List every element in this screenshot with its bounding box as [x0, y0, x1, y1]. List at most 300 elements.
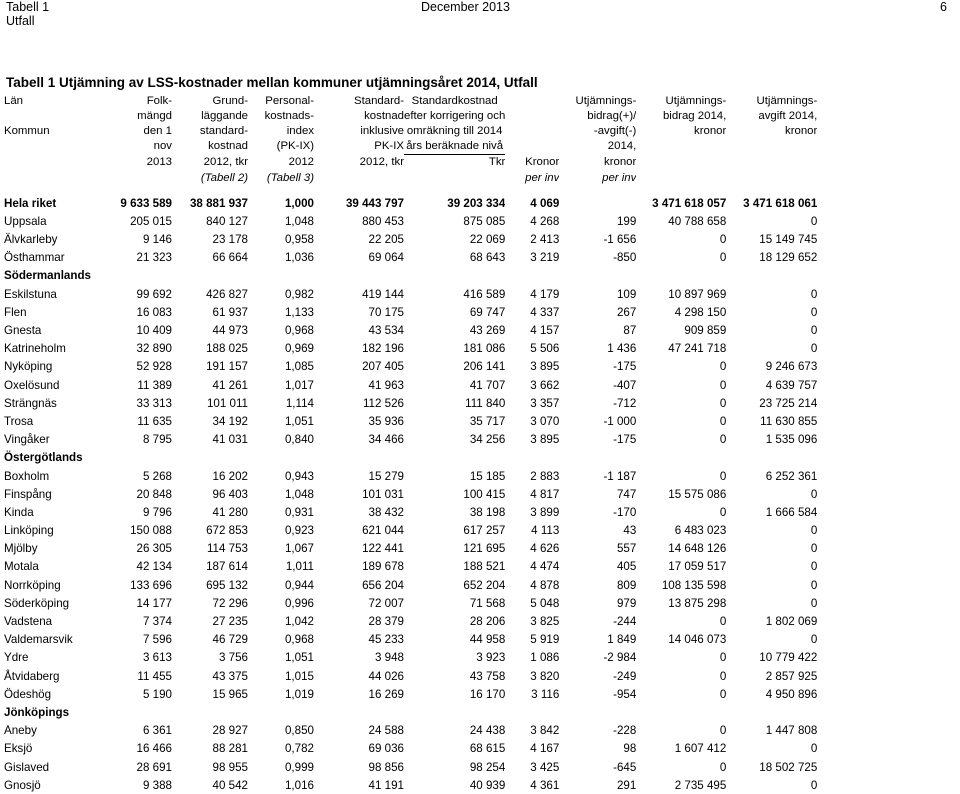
- table-row: [0, 303, 817, 321]
- table-cell: 68 643: [469, 251, 506, 265]
- table-cell: 24 438: [469, 724, 506, 738]
- table-row: [0, 558, 817, 576]
- table-cell: 0,923: [284, 524, 314, 538]
- header-cell: [636, 139, 726, 155]
- table-cell: 189 678: [362, 560, 404, 574]
- table-cell: 35 717: [469, 414, 506, 428]
- table-cell: 0: [810, 324, 818, 338]
- table-cell: 652 204: [463, 578, 506, 592]
- table-cell: 66 664: [212, 251, 248, 265]
- header-cell: kronor: [604, 156, 637, 169]
- table-cell: 69 747: [469, 305, 506, 319]
- table-cell: 27 235: [212, 615, 248, 629]
- table-cell: 9 246 673: [765, 360, 818, 374]
- municipality-name: Gnosjö: [4, 778, 41, 792]
- table-cell: 16 202: [212, 469, 248, 483]
- table-cell: 617 257: [463, 524, 506, 538]
- table-cell: 0: [719, 669, 727, 683]
- table-cell: 16 466: [136, 742, 172, 756]
- table-cell: 0: [810, 633, 818, 647]
- header-cell: Grund-: [212, 94, 248, 107]
- header-cell: 2012, tkr: [359, 156, 404, 169]
- municipality-name: Kinda: [4, 505, 34, 519]
- table-cell: 187 614: [206, 560, 248, 574]
- table-cell: 0,958: [284, 233, 314, 247]
- table-cell: 109: [616, 287, 637, 301]
- table-cell: 13 875 298: [668, 596, 727, 610]
- table-cell: 0: [810, 778, 818, 792]
- total-row: [0, 194, 817, 212]
- table-cell: 3 820: [530, 669, 560, 683]
- municipality-name: Gislaved: [4, 760, 50, 774]
- header-cell: index: [286, 124, 314, 137]
- municipality-name: Östhammar: [4, 251, 65, 265]
- table-cell: 40 939: [469, 778, 506, 792]
- table-cell: 840 127: [206, 214, 248, 228]
- header-cell: -avgift(-): [593, 124, 637, 137]
- table-cell: 0: [810, 214, 818, 228]
- municipality-name: Trosa: [4, 414, 34, 428]
- table-cell: 41 280: [212, 505, 248, 519]
- table-cell: 1 849: [607, 633, 637, 647]
- table-row: [0, 540, 817, 558]
- header-cell: mängd: [137, 109, 172, 122]
- table-cell: 88 281: [212, 742, 248, 756]
- table-cell: 0: [810, 742, 818, 756]
- table-cell: 4 817: [530, 487, 560, 501]
- table-cell: 47 241 718: [668, 342, 727, 356]
- header-cell: 2012, tkr: [203, 156, 248, 169]
- table-cell: -645: [613, 760, 637, 774]
- header-cell: [726, 139, 817, 155]
- table-cell: 14 177: [136, 596, 172, 610]
- header-cell: Kommun: [4, 124, 50, 137]
- table-cell: 41 031: [212, 433, 248, 447]
- table-cell: 0,944: [284, 578, 314, 592]
- header-cell: [636, 154, 726, 170]
- table-cell: 121 695: [463, 542, 506, 556]
- municipality-name: Vingåker: [4, 433, 50, 447]
- table-row: [0, 412, 817, 430]
- header-cell: Utjämnings-: [665, 94, 727, 107]
- table-cell: 2 883: [530, 469, 560, 483]
- table-cell: 43: [623, 524, 637, 538]
- table-row: [0, 467, 817, 485]
- header-cell: per inv: [525, 171, 560, 184]
- table-title: Tabell 1 Utjämning av LSS-kostnader mellan kommuner utjämningsåret 2014, Utfall: [6, 75, 538, 90]
- table-cell: 15 149 745: [759, 233, 818, 247]
- header-cell: 2013: [146, 156, 172, 169]
- table-cell: -228: [613, 724, 637, 738]
- table-cell: 28 379: [368, 615, 404, 629]
- municipality-name: Uppsala: [4, 214, 47, 228]
- table-cell: 6 361: [142, 724, 172, 738]
- table-cell: 4 950 896: [765, 687, 818, 701]
- table-cell: 70 175: [368, 305, 404, 319]
- table-cell: 10 779 422: [759, 651, 818, 665]
- table-cell: 1,051: [284, 414, 314, 428]
- table-cell: 3 357: [530, 396, 560, 410]
- table-cell: -712: [613, 396, 637, 410]
- table-cell: 3 948: [374, 651, 404, 665]
- table-cell: 101 011: [206, 396, 248, 410]
- table-cell: 1,011: [285, 560, 314, 574]
- table-cell: 0,931: [284, 505, 314, 519]
- table-cell: 69 064: [368, 251, 404, 265]
- header-cell: (Tabell 3): [266, 171, 314, 184]
- table-cell: 150 088: [130, 524, 172, 538]
- table-row: [0, 685, 817, 703]
- table-cell: -170: [613, 505, 637, 519]
- municipality-name: Vadstena: [4, 615, 53, 629]
- table-cell: 1,048: [284, 214, 314, 228]
- header-cell: Utjämnings-: [575, 94, 637, 107]
- header-cell: 2012: [288, 156, 314, 169]
- table-cell: 0: [810, 487, 818, 501]
- header-cell: [726, 154, 817, 170]
- table-cell: 4 878: [530, 578, 560, 592]
- header-cell: [0, 154, 108, 170]
- table-cell: 6 483 023: [674, 524, 727, 538]
- table-cell: 15 965: [212, 687, 248, 701]
- table-row: [0, 522, 817, 540]
- table-cell: -407: [613, 378, 637, 392]
- table-cell: 69 036: [368, 742, 404, 756]
- municipality-name: Åtvidaberg: [4, 669, 60, 683]
- table-cell: 5 506: [530, 342, 560, 356]
- header-cell: Tkr: [488, 156, 506, 169]
- table-cell: 0: [810, 342, 818, 356]
- table-cell: -1 000: [603, 414, 637, 428]
- municipality-name: Finspång: [4, 487, 52, 501]
- table-cell: 11 455: [137, 669, 172, 683]
- table-cell: 0: [719, 251, 727, 265]
- table-cell: 0: [810, 287, 818, 301]
- table-header: [0, 93, 817, 194]
- table-cell: 38 198: [469, 505, 506, 519]
- table-cell: 0: [810, 542, 818, 556]
- county-section-row: [0, 449, 817, 467]
- table-cell: 24 588: [368, 724, 404, 738]
- table-cell: 3 756: [218, 651, 248, 665]
- table-cell: 28 691: [136, 760, 172, 774]
- table-cell: 3 895: [530, 360, 560, 374]
- header-cell: Kronor: [525, 156, 560, 169]
- county-section-row: [0, 267, 817, 285]
- header-cell: 2014,: [607, 140, 637, 153]
- header-cell: kostnads-: [264, 109, 314, 122]
- table-cell: 0: [810, 596, 818, 610]
- table-cell: 0,782: [284, 742, 314, 756]
- table-cell: 1 086: [530, 651, 560, 665]
- table-cell: 9 633 589: [120, 196, 172, 210]
- table-cell: 1,015: [284, 669, 314, 683]
- table-cell: 1,133: [284, 305, 314, 319]
- table-row: [0, 503, 817, 521]
- table-cell: 39 443 797: [345, 196, 404, 210]
- table-cell: 291: [616, 778, 637, 792]
- header-cell: Utjämnings-: [756, 94, 818, 107]
- table-cell: 0: [719, 505, 727, 519]
- table-cell: 3 219: [530, 251, 560, 265]
- table-cell: 206 141: [463, 360, 506, 374]
- table-row: [0, 340, 817, 358]
- table-cell: 4 474: [530, 560, 560, 574]
- table-cell: 16 269: [368, 687, 404, 701]
- table-cell: 0: [719, 615, 727, 629]
- municipality-name: Ödeshög: [4, 687, 52, 701]
- table-cell: -1 656: [603, 233, 637, 247]
- table-cell: 3 842: [530, 724, 560, 738]
- table-cell: 43 269: [469, 324, 506, 338]
- table-cell: 28 206: [469, 615, 506, 629]
- table-row: [0, 249, 817, 267]
- table-row: [0, 376, 817, 394]
- table-cell: 0: [810, 524, 818, 538]
- municipality-name: Mjölby: [4, 542, 38, 556]
- table-cell: 557: [616, 542, 637, 556]
- page-header-center: December 2013: [421, 0, 510, 14]
- header-cell: års beräknade nivå: [404, 139, 505, 155]
- table-cell: 3 116: [531, 687, 560, 701]
- table-cell: 0,840: [284, 433, 314, 447]
- municipality-name: Boxholm: [4, 469, 50, 483]
- municipality-name: Eksjö: [4, 742, 33, 756]
- table-cell: 188 025: [206, 342, 248, 356]
- table-cell: 0: [719, 433, 727, 447]
- table-cell: 5 919: [530, 633, 560, 647]
- table-cell: 114 753: [206, 542, 248, 556]
- table-cell: 205 015: [130, 214, 172, 228]
- table-cell: 426 827: [206, 287, 248, 301]
- header-cell: [0, 108, 108, 123]
- header-cell: per inv: [602, 171, 637, 184]
- header-row: [0, 123, 817, 138]
- table-cell: 6 252 361: [765, 469, 818, 483]
- table-cell: 7 596: [142, 633, 172, 647]
- table-cell: 23 178: [212, 233, 248, 247]
- table-cell: 4 361: [530, 778, 560, 792]
- table-row: [0, 231, 817, 249]
- table-cell: 0,968: [284, 633, 314, 647]
- header-row: [0, 154, 817, 170]
- table-cell: 1 447 808: [765, 724, 818, 738]
- table-row: [0, 321, 817, 339]
- header-cell: läggande: [201, 109, 248, 122]
- table-cell: 15 279: [368, 469, 404, 483]
- table-cell: 72 296: [212, 596, 248, 610]
- table-row: [0, 485, 817, 503]
- table-cell: 72 007: [368, 596, 404, 610]
- table-cell: 28 927: [212, 724, 248, 738]
- table-cell: 0: [719, 724, 727, 738]
- table-cell: 621 044: [362, 524, 404, 538]
- municipality-name: Norrköping: [4, 578, 61, 592]
- table-cell: 26 305: [136, 542, 172, 556]
- table-cell: 41 261: [212, 378, 248, 392]
- table-cell: 3 070: [530, 414, 560, 428]
- table-cell: 0: [719, 687, 727, 701]
- table-cell: 1,016: [284, 778, 314, 792]
- header-cell: (Tabell 2): [200, 171, 248, 184]
- table-cell: 0: [810, 560, 818, 574]
- table-cell: 5 048: [530, 596, 560, 610]
- header-cell: Standardkostnad: [411, 94, 498, 107]
- table-cell: 8 795: [142, 433, 172, 447]
- table-cell: 20 848: [136, 487, 172, 501]
- table-cell: 1,017: [284, 378, 314, 392]
- table-cell: 267: [616, 305, 637, 319]
- table-row: [0, 649, 817, 667]
- table-cell: 35 936: [368, 414, 404, 428]
- municipality-name: Linköping: [4, 524, 54, 538]
- header-cell: inklusive: [360, 124, 404, 137]
- table-cell: 61 937: [212, 305, 248, 319]
- header-cell: PK-IX: [374, 140, 404, 153]
- table-cell: 98 955: [212, 760, 248, 774]
- table-cell: 2 857 925: [765, 669, 818, 683]
- header-cell: efter korrigering och: [404, 109, 506, 122]
- table-cell: 0: [719, 469, 727, 483]
- header-cell: [505, 108, 559, 123]
- table-cell: 3 662: [530, 378, 560, 392]
- table-cell: 3 899: [530, 505, 560, 519]
- county-name: Jönköpings: [4, 705, 70, 719]
- table-cell: 11 635: [137, 414, 172, 428]
- table-cell: 9 796: [142, 505, 172, 519]
- table-cell: 122 441: [362, 542, 404, 556]
- table-cell: 3 825: [530, 615, 560, 629]
- table-cell: 43 375: [212, 669, 248, 683]
- table-cell: 0,996: [284, 596, 314, 610]
- header-row: [0, 139, 817, 155]
- table-row: [0, 576, 817, 594]
- table-cell: 44 026: [368, 669, 404, 683]
- table-cell: 11 630 855: [760, 414, 818, 428]
- table-cell: 3 471 618 061: [743, 196, 818, 210]
- header-cell: kostnad: [364, 109, 404, 122]
- table-cell: 188 521: [463, 560, 506, 574]
- table-row: [0, 758, 817, 776]
- table-cell: 1,114: [285, 396, 314, 410]
- header-cell: [505, 139, 559, 155]
- table-cell: 4 298 150: [674, 305, 727, 319]
- table-cell: 2 413: [530, 233, 560, 247]
- table-cell: 40 542: [212, 778, 248, 792]
- table-row: [0, 212, 817, 230]
- table-cell: 191 157: [206, 360, 248, 374]
- table-cell: 747: [616, 487, 637, 501]
- table-cell: 43 534: [368, 324, 404, 338]
- table-cell: 0: [719, 233, 727, 247]
- table-cell: 1,036: [284, 251, 314, 265]
- table-cell: 809: [616, 578, 637, 592]
- header-cell: omräkning till 2014: [406, 124, 503, 137]
- table-cell: 43 758: [469, 669, 506, 683]
- table-cell: 3 923: [476, 651, 506, 665]
- table-cell: 33 313: [136, 396, 172, 410]
- table-cell: 14 046 073: [668, 633, 727, 647]
- table-cell: 99 692: [136, 287, 172, 301]
- table-cell: 42 134: [136, 560, 172, 574]
- header-row: [0, 108, 817, 123]
- county-name: Södermanlands: [4, 269, 91, 283]
- table-row: [0, 431, 817, 449]
- table-cell: 3 471 618 057: [652, 196, 727, 210]
- table-cell: 0,982: [284, 287, 314, 301]
- table-cell: 17 059 517: [668, 560, 727, 574]
- header-cell: (PK-IX): [276, 140, 314, 153]
- table-cell: 96 403: [212, 487, 248, 501]
- table-body: [0, 194, 817, 794]
- table-cell: 44 958: [469, 633, 506, 647]
- table-cell: 4 639 757: [765, 378, 818, 392]
- table-cell: 1,048: [284, 487, 314, 501]
- municipality-name: Aneby: [4, 724, 37, 738]
- table-cell: 87: [623, 324, 637, 338]
- table-row: [0, 594, 817, 612]
- table-cell: 5 190: [142, 687, 172, 701]
- table-cell: 0: [810, 578, 818, 592]
- header-cell: avgift 2014,: [758, 109, 818, 122]
- table-cell: 16 083: [136, 305, 172, 319]
- table-cell: 0: [719, 651, 727, 665]
- table-row: [0, 631, 817, 649]
- table-cell: 68 615: [469, 742, 506, 756]
- table-cell: 0: [719, 396, 727, 410]
- table-cell: 695 132: [206, 578, 248, 592]
- table-cell: -249: [613, 669, 637, 683]
- table-cell: 41 707: [469, 378, 506, 392]
- table-cell: 98: [623, 742, 637, 756]
- table-cell: 21 323: [136, 251, 172, 265]
- table-cell: 133 696: [130, 578, 172, 592]
- county-section-row: [0, 703, 817, 721]
- table-cell: 875 085: [463, 214, 506, 228]
- table-cell: 0,999: [284, 760, 314, 774]
- table-cell: 45 233: [368, 633, 404, 647]
- header-cell: Personal-: [265, 94, 314, 107]
- table-row: [0, 358, 817, 376]
- municipality-name: Motala: [4, 560, 39, 574]
- table-cell: 9 388: [142, 778, 172, 792]
- header-cell: kronor: [785, 124, 818, 137]
- table-cell: 7 374: [142, 615, 172, 629]
- table-cell: 14 648 126: [668, 542, 727, 556]
- table-cell: 3 425: [530, 760, 560, 774]
- header-cell: [505, 93, 559, 108]
- table-cell: 1,051: [284, 651, 314, 665]
- header-cell: [636, 170, 726, 185]
- header-cell: [314, 170, 404, 185]
- table-cell: 38 881 937: [189, 196, 248, 210]
- municipality-name: Valdemarsvik: [4, 633, 73, 647]
- header-cell: [0, 139, 108, 155]
- table-cell: 40 788 658: [668, 214, 727, 228]
- table-cell: 181 086: [463, 342, 506, 356]
- table-cell: 34 466: [368, 433, 404, 447]
- table-cell: 9 146: [142, 233, 172, 247]
- header-cell: [404, 170, 505, 185]
- table-cell: 98 856: [368, 760, 404, 774]
- header-cell: [505, 123, 559, 138]
- table-row: [0, 612, 817, 630]
- table-cell: -1 187: [603, 469, 637, 483]
- table-cell: 111 840: [465, 396, 506, 410]
- table-cell: 0: [719, 760, 727, 774]
- municipality-name: Strängnäs: [4, 396, 57, 410]
- table-cell: 0: [719, 414, 727, 428]
